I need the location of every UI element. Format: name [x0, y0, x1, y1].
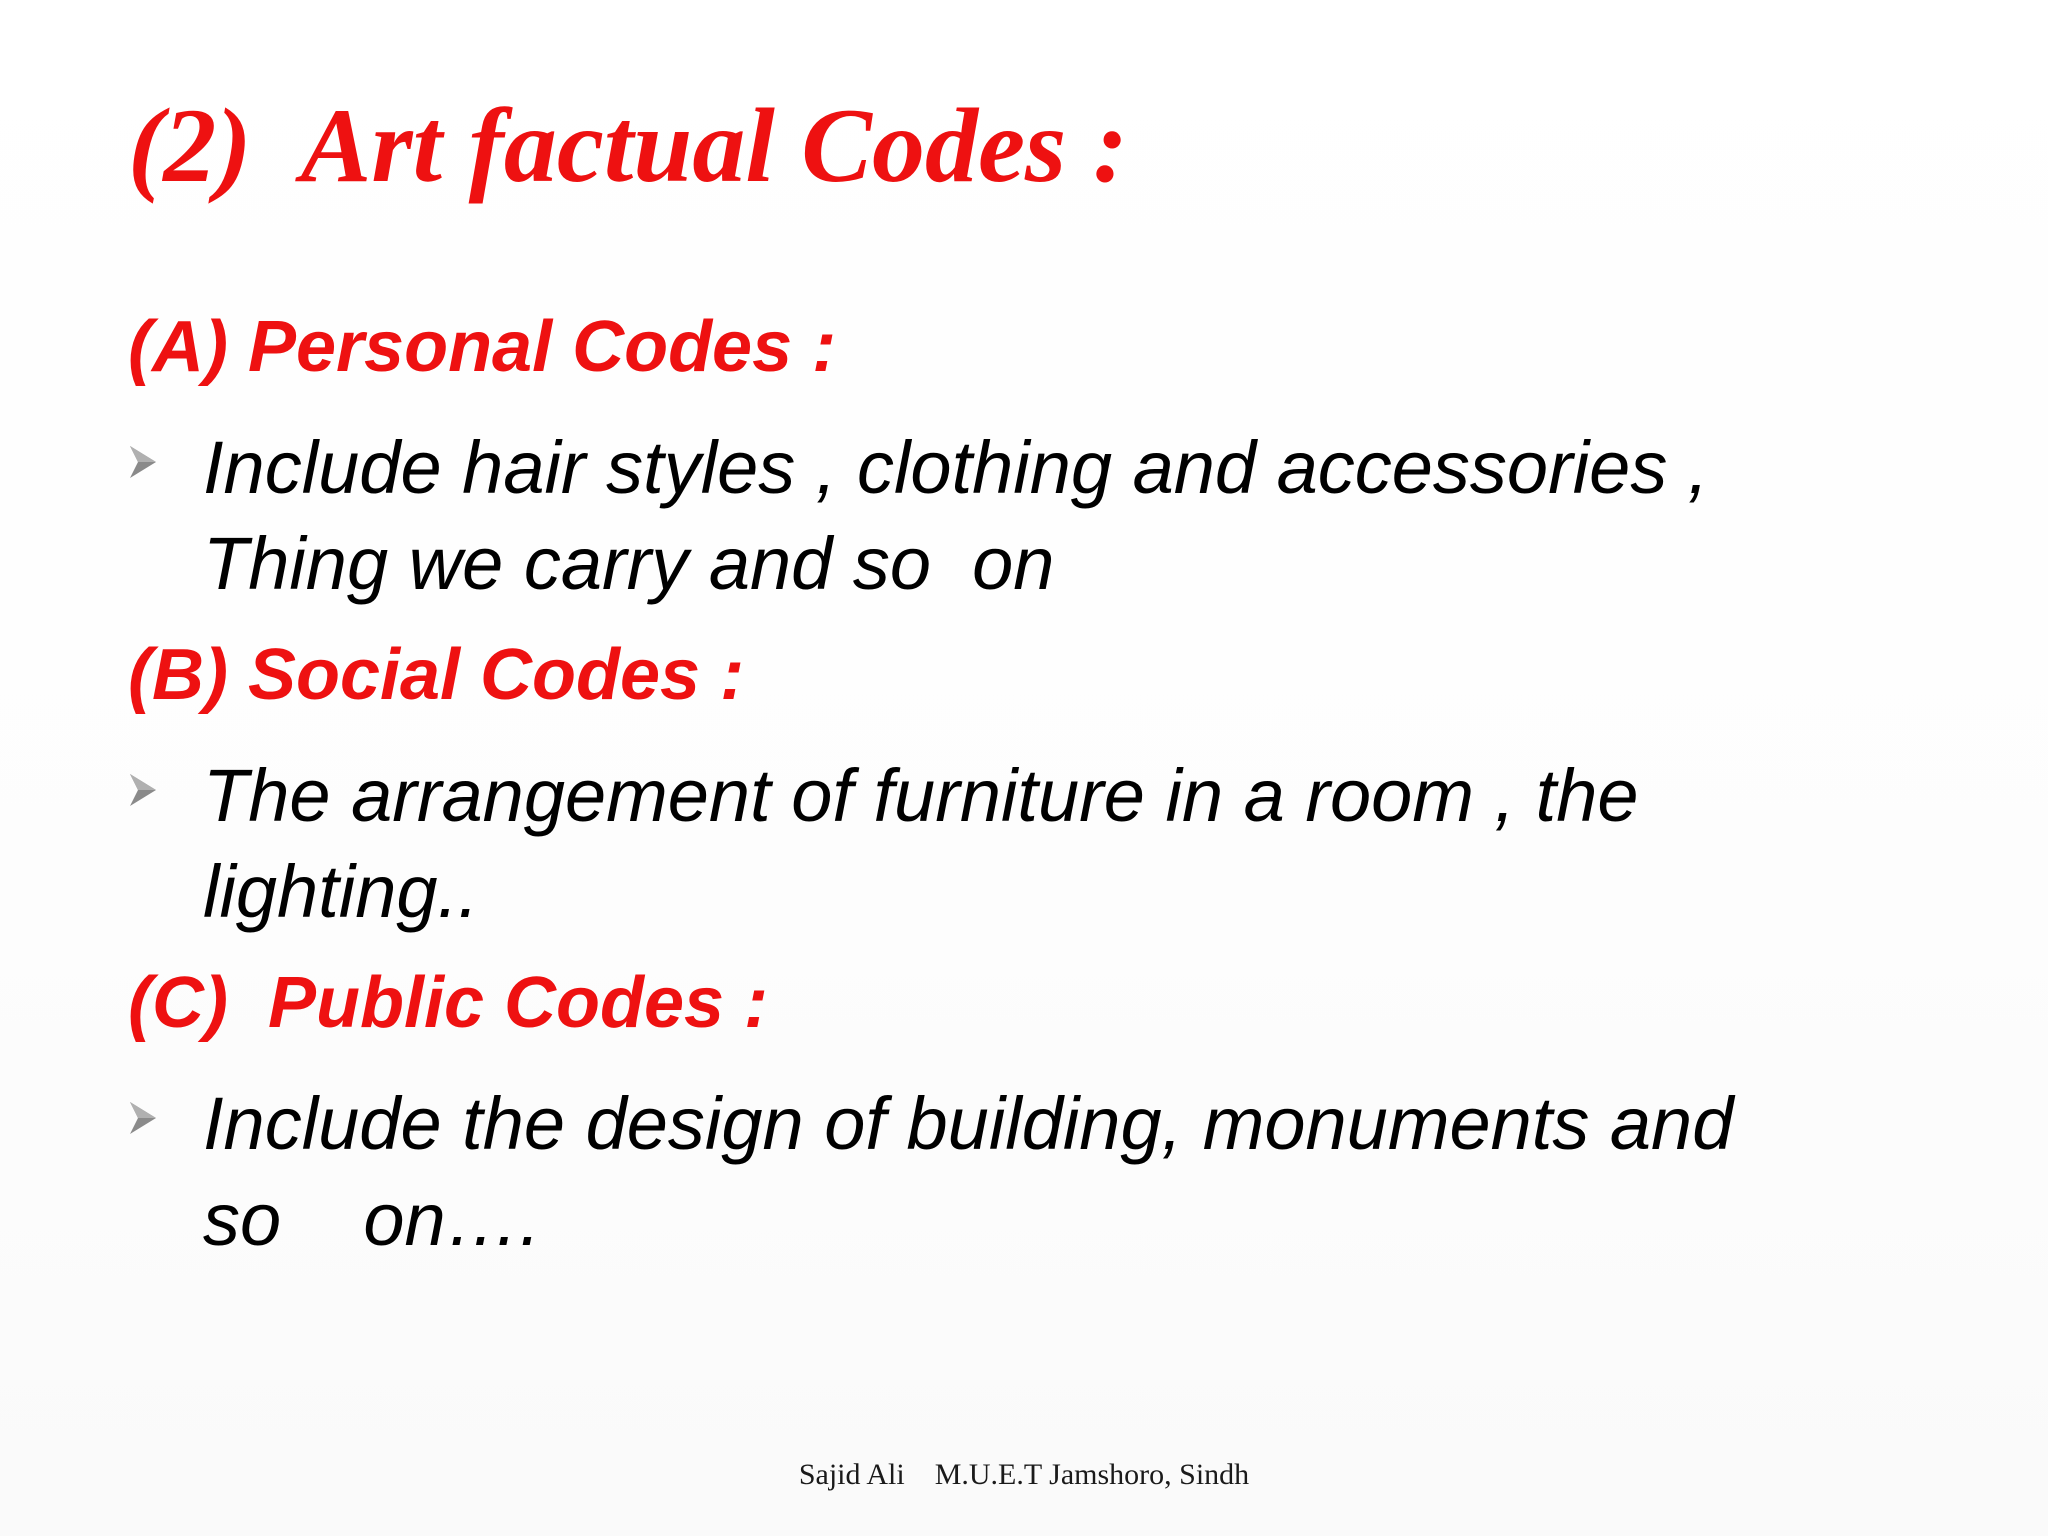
arrowhead-bullet-icon — [128, 442, 158, 482]
section-heading-social-codes: (B) Social Codes : — [128, 635, 745, 715]
section-heading-public-codes: (C) Public Codes : — [128, 963, 769, 1043]
arrowhead-bullet-icon — [128, 770, 158, 810]
slide-footer: Sajid Ali M.U.E.T Jamshoro, Sindh — [798, 1458, 1250, 1491]
section-heading-personal-codes: (A) Personal Codes : — [128, 307, 837, 387]
slide-title: (2) Art factual Codes : — [128, 87, 1129, 204]
bullet-text-public-codes: Include the design of building, monuments and so on…. — [203, 1082, 1734, 1261]
arrowhead-bullet-icon — [128, 1098, 158, 1138]
bullet-text-personal-codes: Include hair styles , clothing and accessories , Thing we carry and so on — [203, 426, 1709, 605]
bullet-text-social-codes: The arrangement of furniture in a room , the lighting.. — [203, 754, 1639, 933]
